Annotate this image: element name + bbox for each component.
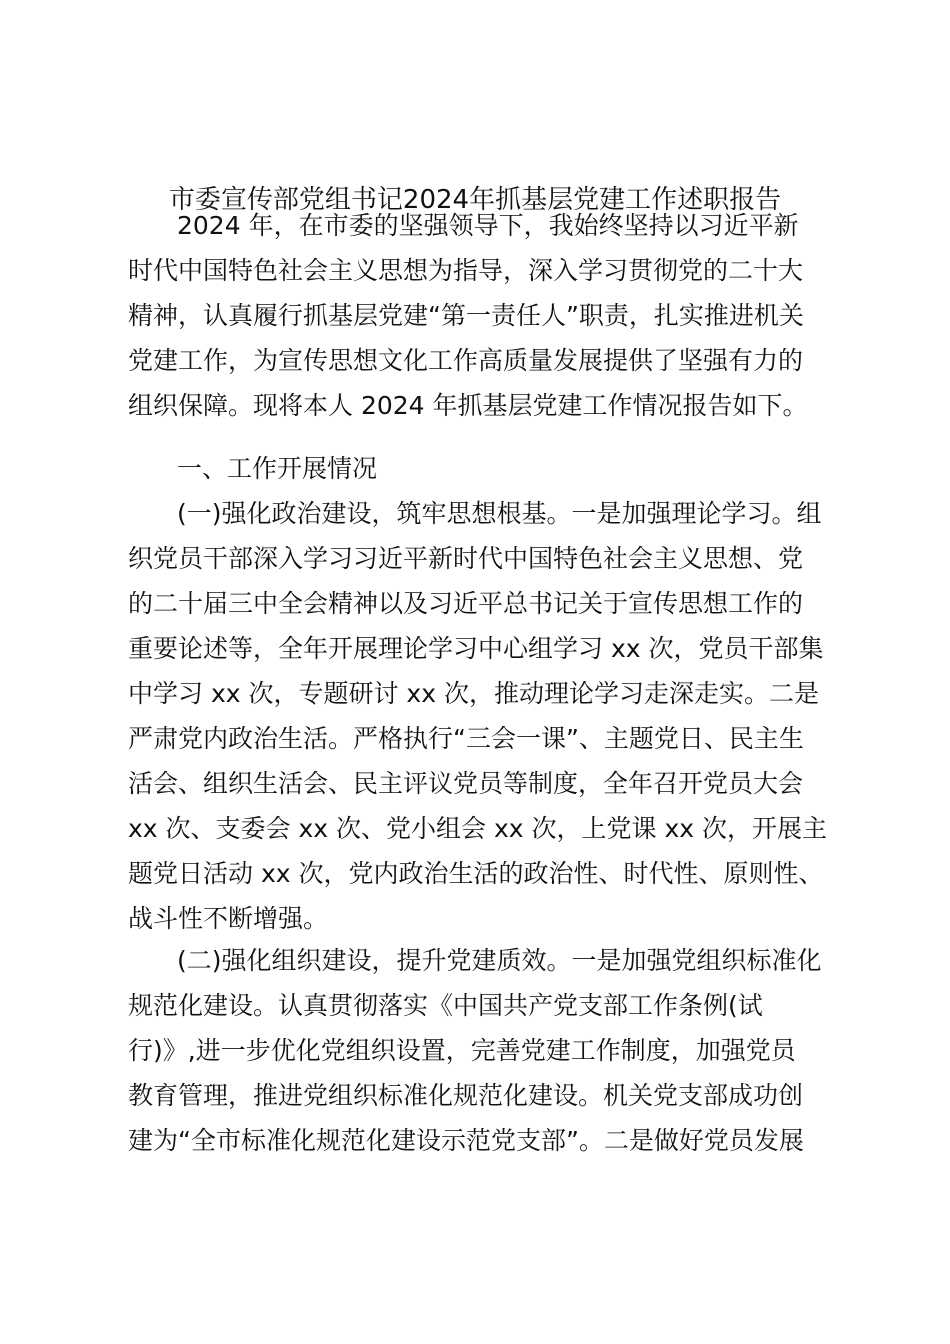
paragraph-line: 的二十届三中全会精神以及习近平总书记关于宣传思想工作的 (128, 589, 804, 618)
document-title: 市委宣传部党组书记2024年抓基层党建工作述职报告 (168, 185, 782, 215)
paragraph-line: 活会、组织生活会、民主评议党员等制度，全年召开党员大会 (128, 769, 804, 798)
paragraph-line: 织党员干部深入学习习近平新时代中国特色社会主义思想、党 (128, 544, 804, 573)
paragraph-line: 党建工作，为宣传思想文化工作高质量发展提供了坚强有力的 (128, 346, 804, 375)
paragraph-line: 行)》,进一步优化党组织设置，完善党建工作制度，加强党员 (128, 1036, 796, 1065)
paragraph-line: xx 次、支委会 xx 次、党小组会 xx 次，上党课 xx 次，开展主 (128, 814, 827, 843)
paragraph-line: 战斗性不断增强。 (128, 904, 329, 933)
paragraph-line: 题党日活动 xx 次，党内政治生活的政治性、时代性、原则性、 (128, 859, 824, 888)
paragraph-line: 精神，认真履行抓基层党建“第一责任人”职责，扎实推进机关 (128, 301, 804, 330)
paragraph-line: (二)强化组织建设，提升党建质效。一是加强党组织标准化 (177, 946, 822, 975)
paragraph-line: 中学习 xx 次，专题研讨 xx 次，推动理论学习走深走实。二是 (128, 679, 819, 708)
paragraph-line: 时代中国特色社会主义思想为指导，深入学习贯彻党的二十大 (128, 256, 804, 285)
paragraph-line: 建为“全市标准化规范化建设示范党支部”。二是做好党员发展 (128, 1126, 804, 1155)
paragraph-line: 教育管理，推进党组织标准化规范化建设。机关党支部成功创 (128, 1081, 804, 1110)
paragraph-line: (一)强化政治建设，筑牢思想根基。一是加强理论学习。组 (177, 499, 822, 528)
paragraph-line: 规范化建设。认真贯彻落实《中国共产党支部工作条例(试 (128, 991, 763, 1020)
paragraph-line: 2024 年，在市委的坚强领导下，我始终坚持以习近平新 (177, 211, 799, 240)
paragraph-line: 严肃党内政治生活。严格执行“三会一课”、主题党日、民主生 (128, 724, 804, 753)
section-heading: 一、工作开展情况 (177, 454, 378, 483)
paragraph-line: 组织保障。现将本人 2024 年抓基层党建工作情况报告如下。 (128, 391, 808, 420)
paragraph-line: 重要论述等，全年开展理论学习中心组学习 xx 次，党员干部集 (128, 634, 824, 663)
